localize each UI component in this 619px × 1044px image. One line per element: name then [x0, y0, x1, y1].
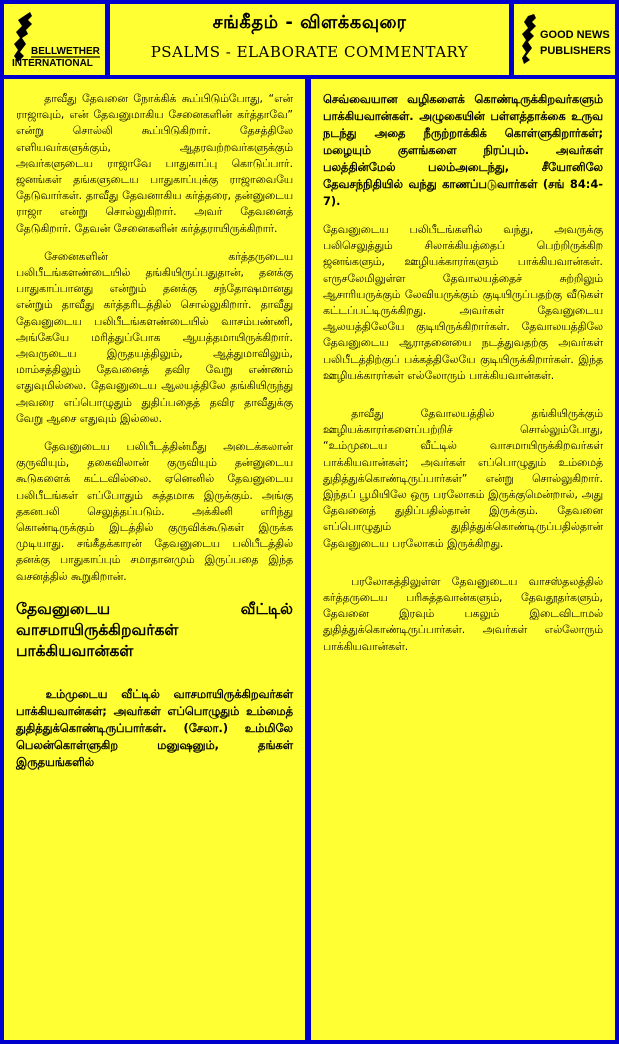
verse-quote: உம்முடைய வீட்டில் வாசமாயிருக்கிறவர்கள் பாக்கியவான்கள்; அவர்கள் எப்பொழுதும் உம்மைத் துதித்துக்கொண்டிருப்பார்கள். (சேலா.) உம்மிலே பெலன்கொள்ளுகிற மனுஷனும், தங்கள் இருதயங்களில்: [16, 686, 293, 769]
bellwether-line1: BELLWETHER: [31, 46, 100, 57]
title-english: PSALMS - ELABORATE COMMENTARY: [150, 43, 469, 61]
bellwether-line2: INTERNATIONAL: [12, 58, 93, 69]
left-column: [4, 79, 305, 1040]
verse-quote-continued: செவ்வையான வழிகளைக் கொண்டிருக்கிறவர்களும் பாக்கியவான்கள். அழுகையின் பள்ளத்தாக்கை உருவ நடந்து அதை நீருற்றாக்கிக் கொள்ளுகிறார்கள்; மழையும் குளங்களை நிரப்பும். அவர்கள் பலத்தின்மேல் பலம்அடைந்து, சீயோனிலே தேவசந்நிதியில் வந்து காணப்படுவார்கள் (சங் 84:4-7).: [323, 92, 603, 208]
section-heading: தேவனுடைய வீட்டில் வாசமாயிருக்கிறவர்கள் பாக்கியவான்கள்: [16, 599, 293, 660]
bellwether-logo-icon: [4, 4, 105, 75]
good-news-line1: GOOD NEWS: [540, 29, 610, 41]
left-paragraph-1: தாவீது தேவனை நோக்கிக் கூப்பிடும்போது, “என் ராஜாவும், என் தேவனுமாகிய சேனைகளின் கர்த்தாவே” என்று சொல்லி கூப்பிடுகிறார். தேசத்திலே எளியவர்களுக்கும், ஆதரவற்றவர்களுக்கும் அவர்களுடைய ராஜாவே பாதுகாப்பு கொடுப்பார். ஜனங்கள் தங்களுடைய பாதுகாப்புக்கு ராஜாவையே தேடுவார்கள். தாவீது தேவனாகிய கர்த்தரை, தன்னுடைய ராஜா என்று சொல்லுகிறார். அவர் தேவனைத் தேடுகிறார். தேவன் சேனைகளின் கர்த்தராயிருக்கிறார்.: [16, 92, 293, 235]
title-tamil: சங்கீதம் - விளக்கவுரை: [212, 12, 407, 33]
right-paragraph-3: பரலோகத்திலுள்ள தேவனுடைய வாசஸ்தலத்தில் கர்த்தருடைய பரிசுத்தவான்களும், தேவதூதர்களும், தேவனை இரவும் பகலும் இடைவிடாமல் துதித்துக்கொண்டிருப்பார்கள். அவர்கள் எல்லோரும் பாக்கியவான்கள்.: [323, 574, 603, 653]
page-header: [110, 4, 509, 75]
bellwether-logo: [4, 4, 105, 75]
good-news-logo-icon: [514, 4, 615, 75]
good-news-logo: [514, 4, 615, 75]
right-paragraph-2: தாவீது தேவாலயத்தில் தங்கியிருக்கும் ஊழியக்காரர்களைப்பற்றிச் சொல்லும்போது, “உம்முடைய வீட்டில் வாசமாயிருக்கிறவர்கள் பாக்கியவான்கள்; அவர்கள் எப்பொழுதும் உம்மைத் துதித்துக்கொண்டிருப்பார்கள்” என்று சொல்லுகிறார். இந்தப் பூமியிலே ஒரு பரலோகம் இருக்குமென்றால், அது தேவனைத் துதிப்பதில்தான் இருக்கும். தேவனை எப்பொழுதும் துதித்துக்கொண்டிருப்பதில்தான் தேவனுடைய பரலோகம் இருக்கிறது.: [323, 407, 603, 550]
right-column: [311, 79, 615, 1040]
left-paragraph-3: தேவனுடைய பலிபீடத்தின்மீது அடைக்கலான் குருவியும், தகைவிலான் குருவியும் தன்னுடைய கூடுகளைக் கட்டவில்லை. ஏனெனில் தேவனுடைய பலிபீடங்கள் எப்போதும் சுத்தமாக இருக்கும். அங்கு தகனபலி செலுத்தப்படும். அக்கினி எரிந்து கொண்டிருக்கும் இடத்தில் குருவிக்கூடுகள் இருக்க முடியாது. சங்கீதக்காரன் தேவனுடைய பலிபீடத்தில் தனக்கு பாதுகாப்பும் சமாதானமும் இருப்பதை இந்த வசனத்தில் கூறுகிறான்.: [16, 440, 293, 583]
right-paragraph-1: தேவனுடைய பலிபீடங்களில் வந்து, அவருக்கு பலிசெலுத்தும் சிலாக்கியத்தைப் பெற்றிருக்கிற ஜனங்களும், ஊழியக்காரர்களும் பாக்கியவான்கள். எருசலேமிலுள்ள தேவாலயத்தைச் சுற்றிலும் ஆசாரியருக்கும் லேவியருக்கும் குடியிருப்பதற்கு வீடுகள் கட்டப்பட்டிருக்கிறது. அவர்கள் தேவனுடைய ஆலயத்திலேயே குடியிருக்கிறார்கள். தேவாலயத்திலே தேவனுடைய ஆராதனையை நடத்துவதற்கு அவர்கள் பலிபீடத்திற்குப் பக்கத்திலேயே குடியிருக்கிறார்கள். இந்த ஊழியக்காரர்கள் எல்லோரும் பாக்கியவான்கள்.: [323, 223, 603, 382]
left-paragraph-2: சேனைகளின் கர்த்தருடைய பலிபீடங்களண்டையில் தங்கியிருப்பதுதான், தனக்கு பாதுகாப்பானது என்றும் தனக்கு சந்தோஷமானது என்றும் தாவீது கர்த்தரிடத்தில் சொல்லுகிறார். தாவீது தேவனுடைய பலிபீடங்களண்டையில் வாசம்பண்ணி, அங்கேயே மரித்துப்போக ஆயத்தமாயிருக்கிறார். அவருடைய இருதயத்திலும், ஆத்துமாவிலும், மாம்சத்திலும் தேவனைத் தவிர வேறு எண்ணம் எதுவுமில்லை. தேவனுடைய ஆலயத்திலே தங்கியிருந்து அவரை எப்பொழுதும் துதிப்பதைத் தவிர தாவீதுக்கு வேறு ஆசை எதுவும் இல்லை.: [16, 249, 293, 425]
good-news-line2: PUBLISHERS: [540, 45, 611, 57]
